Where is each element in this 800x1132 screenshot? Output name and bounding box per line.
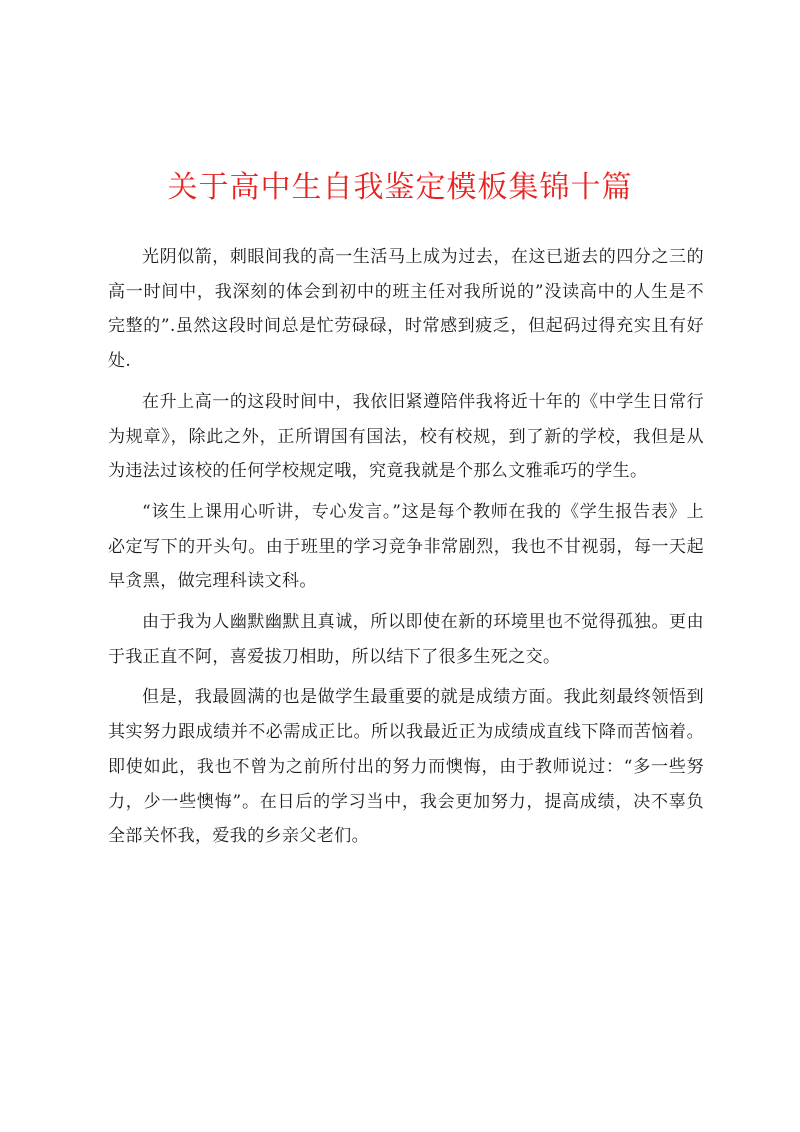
paragraph-4: 由于我为人幽默幽默且真诚，所以即使在新的环境里也不觉得孤独。更由于我正直不阿，喜爱拔刀相助，所以结下了很多生死之交。	[108, 612, 704, 667]
document-body	[108, 240, 704, 854]
paragraph-2: 在升上高一的这段时间中，我依旧紧遵陪伴我将近十年的《中学生日常行为规章》，除此之外，正所谓国有国法，校有校规，到了新的学校，我但是从为违法过该校的任何学校规定哦，究竟我就是个那么文雅乖巧的学生。	[108, 391, 704, 482]
paragraph-5: 但是，我最圆满的也是做学生最重要的就是成绩方面。我此刻最终领悟到其实努力跟成绩并不必需成正比。所以我最近正为成绩成直线下降而苦恼着。即使如此，我也不曾为之前所付出的努力而懊悔，由于教师说过：“多一些努力，少一些懊悔”。在日后的学习当中，我会更加努力，提高成绩，决不辜负全部关怀我，爱我的乡亲父老们。	[108, 687, 704, 847]
paragraph-1: 光阴似箭，刺眼间我的高一生活马上成为过去，在这已逝去的四分之三的高一时间中，我深刻的体会到初中的班主任对我所说的”没读高中的人生是不完整的”.虽然这段时间总是忙劳碌碌，时常感到疲乏，但起码过得充实且有好处.	[108, 247, 704, 372]
paragraph-3: “该生上课用心听讲，专心发言。”这是每个教师在我的《学生报告表》上必定写下的开头句。由于班里的学习竞争非常剧烈，我也不甘视弱，每一天起早贪黑，做完理科读文科。	[108, 501, 704, 592]
document-title: 关于高中生自我鉴定模板集锦十篇	[167, 170, 633, 205]
